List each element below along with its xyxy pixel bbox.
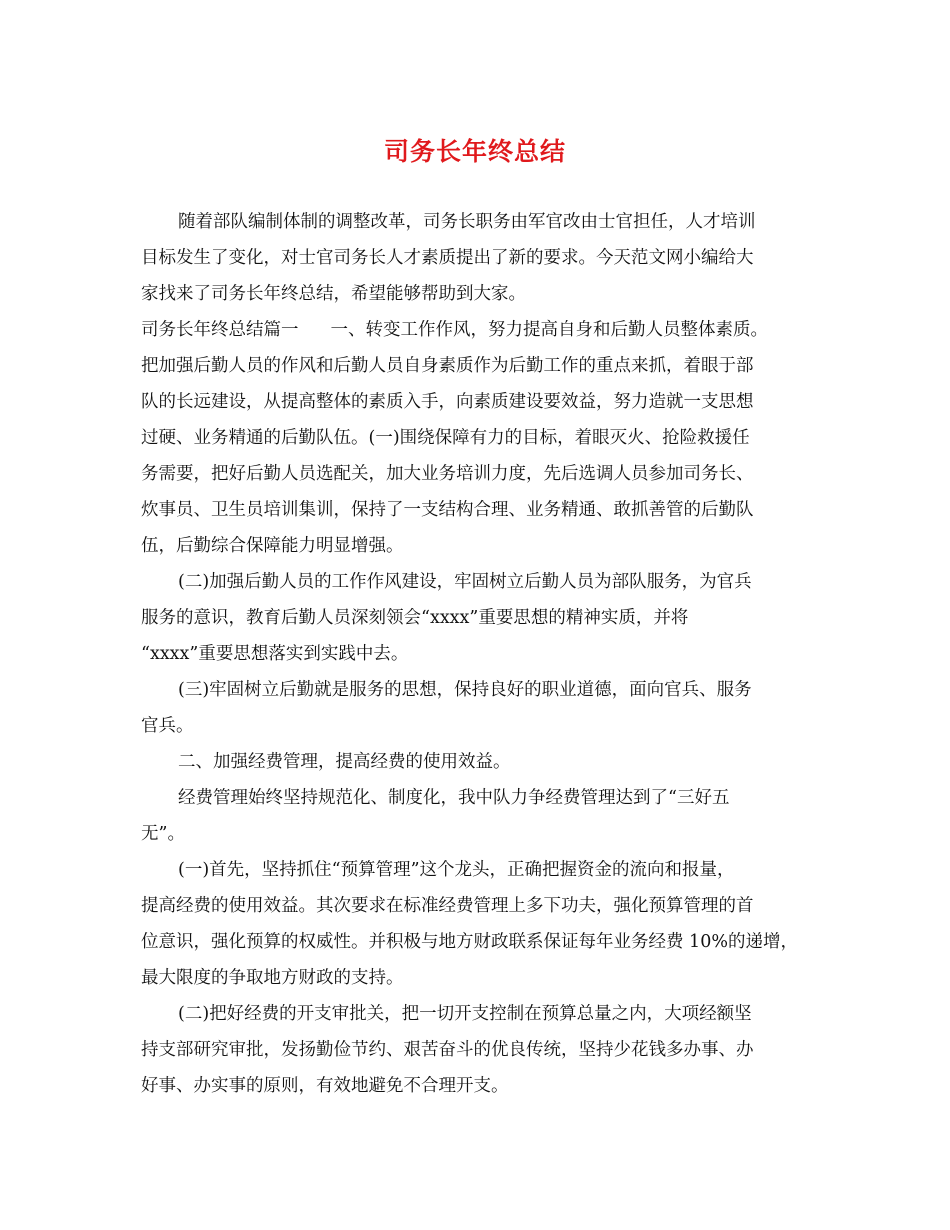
body-line: 最大限度的争取地方财政的支持。 [141, 968, 404, 988]
document-body [141, 204, 821, 1104]
body-line: 好事、办实事的原则，有效地避免不合理开支。 [141, 1076, 509, 1096]
body-line: 伍，后勤综合保障能力明显增强。 [141, 536, 404, 556]
body-line: 服务的意识，教育后勤人员深刻领会“xxxx”重要思想的精神实质，并将 [141, 608, 689, 628]
body-line: 无”。 [141, 824, 185, 844]
body-line: 持支部研究审批，发扬勤俭节约、艰苦奋斗的优良传统，坚持少花钱多办事、办 [141, 1040, 754, 1060]
body-line: (二)加强后勤人员的工作作风建设，牢固树立后勤人员为部队服务，为官兵 [178, 572, 752, 592]
body-line: 二、加强经费管理，提高经费的使用效益。 [178, 752, 511, 772]
body-line: 一、转变工作作风，努力提高自身和后勤人员整体素质。 [330, 320, 768, 340]
body-line: 队的长远建设，从提高整体的素质入手，向素质建设要效益，努力造就一支思想 [141, 392, 754, 412]
section-heading-line [141, 312, 821, 348]
document-title: 司务长年终总结 [383, 137, 566, 166]
body-line: 炊事员、卫生员培训集训，保持了一支结构合理、业务精通、敢抓善管的后勤队 [141, 500, 754, 520]
body-line: 家找来了司务长年终总结，希望能够帮助到大家。 [141, 284, 526, 304]
body-line: 经费管理始终坚持规范化、制度化，我中队力争经费管理达到了“三好五 [178, 788, 730, 808]
body-line: 过硬、业务精通的后勤队伍。(一)围绕保障有力的目标，着眼灭火、抢险救援任 [141, 428, 750, 448]
body-line: 务需要，把好后勤人员选配关，加大业务培训力度，先后选调人员参加司务长、 [141, 464, 754, 484]
body-line: 位意识，强化预算的权威性。并积极与地方财政联系保证每年业务经费 10%的递增， [141, 932, 798, 952]
body-line: (一)首先，坚持抓住“预算管理”这个龙头，正确把握资金的流向和报量， [178, 860, 735, 880]
body-line: (二)把好经费的开支审批关，把一切开支控制在预算总量之内，大项经额坚 [178, 1004, 752, 1024]
body-line: 目标发生了变化，对士官司务长人才素质提出了新的要求。今天范文网小编给大 [141, 248, 754, 268]
body-line: 提高经费的使用效益。其次要求在标准经费管理上多下功夫，强化预算管理的首 [141, 896, 754, 916]
body-line: 随着部队编制体制的调整改革，司务长职务由军官改由士官担任，人才培训 [178, 212, 756, 232]
body-line: “xxxx”重要思想落实到实践中去。 [141, 644, 409, 664]
body-line: 把加强后勤人员的作风和后勤人员自身素质作为后勤工作的重点来抓，着眼于部 [141, 356, 754, 376]
section-heading: 司务长年终总结篇一 [141, 320, 299, 340]
body-line: (三)牢固树立后勤就是服务的思想，保持良好的职业道德，面向官兵、服务 [178, 680, 752, 700]
body-line: 官兵。 [141, 716, 194, 736]
